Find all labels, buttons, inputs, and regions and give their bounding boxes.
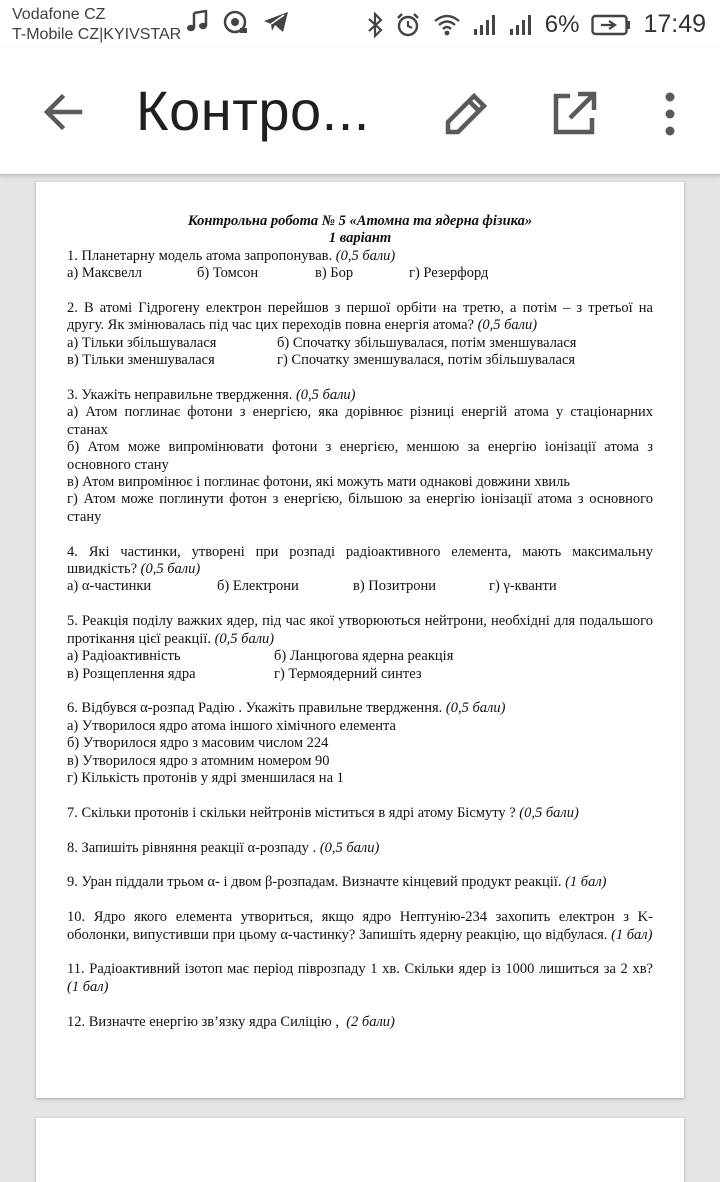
carrier-2: T-Mobile CZ|KYIVSTAR <box>12 26 182 43</box>
q3-option-c: в) Атом випромінює і поглинає фотони, які можуть мати однакові довжини хвиль <box>67 474 571 491</box>
q1-options: а) Максвелл б) Томсон в) Бор г) Резерфорд <box>67 265 489 282</box>
clock: 17:49 <box>643 10 706 38</box>
music-note-icon <box>186 10 208 34</box>
battery-percent: 6% <box>544 10 580 38</box>
document-viewer[interactable] <box>0 174 720 1182</box>
question-7: 7. Скільки протонів і скільки нейтронів міститься в ядрі атому Бісмуту ? (0,5 бали) <box>67 804 579 821</box>
question-2: 2. В атомі Гідрогену електрон перейшов з першої орбіти на третю, а потім – з третьої на другу. Як змінювалась під час цих переходів повна енергія атома? (0,5 бали) <box>67 300 653 334</box>
wifi-icon <box>433 13 461 37</box>
q3-option-d: г) Атом може поглинути фотон з енергією, більшою за енергію іонізації атома з основного стану <box>67 491 653 525</box>
question-3: 3. Укажіть неправильне твердження. (0,5 бали) <box>67 387 356 404</box>
question-6: 6. Відбувся α-розпад Радію . Укажіть правильне твердження. (0,5 бали) <box>67 700 506 717</box>
open-external-icon[interactable] <box>548 88 600 140</box>
doc-variant: 1 варіант <box>328 230 392 247</box>
q6-option-a: а) Утворилося ядро атома іншого хімічного елемента <box>67 717 396 734</box>
q6-option-c: в) Утворилося ядро з атомним номером 90 <box>67 752 330 769</box>
q3-option-b: б) Атом може випромінювати фотони з енергією, меншою за енергію іонізації атома з основного стану <box>67 439 653 473</box>
battery-icon <box>591 13 631 37</box>
status-bar <box>0 0 720 48</box>
app-bar <box>0 48 720 174</box>
question-10: 10. Ядро якого елемента утвориться, якщо ядро Нептунію-234 захопить електрон з K-оболонки, випустивши при цьому α-частинку? Запишіть ядерну реакцію, що відбулася. (1 бал) <box>67 909 653 943</box>
q2-options-row1: а) Тільки збільшувалася б) Спочатку збільшувалася, потім зменшувалася <box>67 334 577 351</box>
telegram-icon <box>262 10 290 34</box>
question-4: 4. Які частинки, утворені при розпаді радіоактивного елемента, мають максимальну швидкість? (0,5 бали) <box>67 543 653 578</box>
question-9: 9. Уран піддали трьом α- і двом β-розпадам. Визначте кінцевий продукт реакції. (1 бал) <box>67 874 607 891</box>
question-11: 11. Радіоактивний ізотоп має період піврозпаду 1 хв. Скільки ядер із 1000 лишиться за 2 хв? (1 бал) <box>67 961 653 995</box>
document-title: Контро... <box>136 79 370 142</box>
doc-title: Контрольна робота № 5 «Атомна та ядерна фізика» <box>187 213 533 229</box>
q6-option-b: б) Утворилося ядро з масовим числом 224 <box>67 735 329 752</box>
notification-icons <box>186 10 290 36</box>
alarm-icon <box>395 12 421 38</box>
edit-pencil-icon[interactable] <box>440 88 492 140</box>
q4-options: а) α-частинки б) Електрони в) Позитрони г) γ-кванти <box>67 578 557 595</box>
question-8: 8. Запишіть рівняння реакції α-розпаду . (0,5 бали) <box>67 839 380 856</box>
document-page <box>36 182 684 1098</box>
more-options-icon[interactable] <box>654 88 686 140</box>
question-1: 1. Планетарну модель атома запропонував. (0,5 бали) <box>67 247 396 264</box>
q6-option-d: г) Кількість протонів у ядрі зменшилася на 1 <box>67 769 344 786</box>
question-5: 5. Реакція поділу важких ядер, під час якої утворюються нейтрони, необхідні для подальшого протікання цієї реакції. (0,5 бали) <box>67 613 653 647</box>
carrier-1: Vodafone CZ <box>12 6 106 23</box>
podcast-icon <box>222 10 248 36</box>
back-arrow-icon[interactable] <box>40 88 88 136</box>
document-content <box>67 213 653 1031</box>
signal-roaming-icon <box>509 13 533 37</box>
question-12: 12. Визначте енергію зв’язку ядра Силіцію , (2 бали) <box>67 1013 395 1030</box>
q5-options-row1: а) Радіоактивність б) Ланцюгова ядерна реакція <box>67 648 454 665</box>
carrier-info <box>12 5 181 45</box>
q3-option-a: а) Атом поглинає фотони з енергією, яка дорівнює різниці енергій атома у стаціонарних станах <box>67 404 653 438</box>
q5-options-row2: в) Розщеплення ядра г) Термоядерний синтез <box>67 665 422 682</box>
signal-icon <box>473 13 497 37</box>
system-icons <box>367 10 706 39</box>
bluetooth-icon <box>367 12 383 38</box>
q2-options-row2: в) Тільки зменшувалася г) Спочатку зменшувалася, потім збільшувалася <box>67 352 576 369</box>
next-document-page <box>36 1118 684 1182</box>
